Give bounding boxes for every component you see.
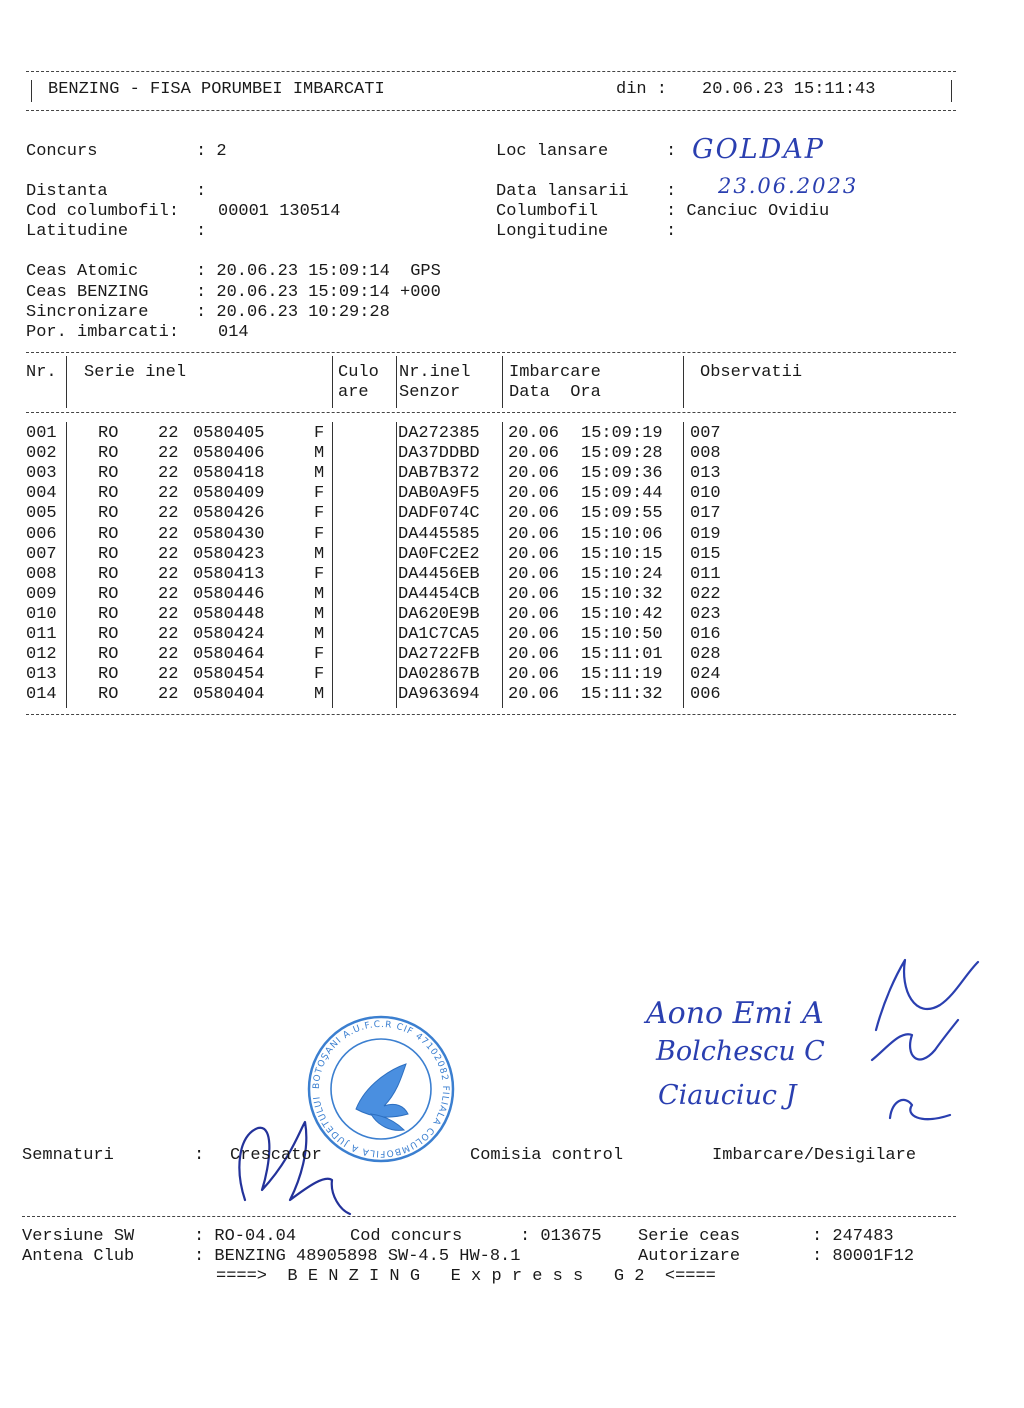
th-culoare-2: are [338, 383, 369, 402]
concurs-label: Concurs [26, 142, 98, 161]
cell-ring: 0580454 [193, 665, 265, 685]
cell-time: 15:09:36 [581, 464, 663, 484]
cell-nr: 002 [26, 444, 57, 464]
versiune-sw-value: : RO-04.04 [194, 1227, 297, 1246]
cell-obs: 011 [690, 564, 721, 584]
cell-senzor: DA02867B [398, 665, 480, 685]
cell-date: 20.06 [508, 685, 560, 705]
cell-year: 22 [158, 625, 179, 644]
autorizare-value: : 80001F12 [812, 1247, 915, 1266]
cell-country: RO [98, 604, 119, 624]
cell-country: RO [98, 685, 119, 705]
cod-columbofil-value: 00001 130514 [218, 202, 341, 221]
ceas-atomic-value: : 20.06.23 15:09:14 GPS [196, 262, 441, 281]
cell-year: 22 [158, 424, 179, 443]
cell-sex: M [314, 685, 325, 705]
distanta-value: : [196, 182, 207, 201]
cell-time: 15:11:01 [581, 645, 663, 665]
longitudine-label: Longitudine [496, 222, 609, 241]
cell-obs: 007 [690, 424, 721, 443]
cell-sex: M [314, 584, 325, 604]
cell-nr: 011 [26, 625, 57, 644]
cell-country: RO [98, 544, 119, 564]
cell-ring: 0580424 [193, 625, 265, 644]
cell-senzor: DAB0A9F5 [398, 484, 480, 504]
cell-ring: 0580418 [193, 464, 265, 484]
por-imbarcati-value: 014 [218, 323, 249, 342]
page-title: BENZING - FISA PORUMBEI IMBARCATI [48, 80, 385, 99]
cell-country: RO [98, 444, 119, 464]
th-culoare-1: Culo [338, 363, 379, 382]
cell-sex: F [314, 645, 325, 665]
loc-label: Loc lansare [496, 142, 609, 161]
cell-nr: 010 [26, 604, 57, 624]
benzing-banner: ====> B E N Z I N G E x p r e s s G 2 <==== [216, 1267, 716, 1286]
versiune-sw-label: Versiune SW [22, 1227, 135, 1246]
cell-sex: M [314, 544, 325, 564]
longitudine-value: : [666, 222, 677, 241]
columbofil-label: Columbofil [496, 202, 599, 221]
cell-date: 20.06 [508, 564, 560, 584]
sincronizare-label: Sincronizare [26, 303, 149, 322]
cell-ring: 0580430 [193, 524, 265, 544]
cell-nr: 007 [26, 544, 57, 564]
cell-country: RO [98, 424, 119, 443]
cell-time: 15:09:19 [581, 424, 663, 443]
cell-nr: 006 [26, 524, 57, 544]
cell-nr: 004 [26, 484, 57, 504]
cell-nr: 013 [26, 665, 57, 685]
cell-nr: 009 [26, 584, 57, 604]
cell-obs: 015 [690, 544, 721, 564]
cell-time: 15:10:50 [581, 625, 663, 644]
cell-nr: 001 [26, 424, 57, 443]
signature-mark-2 [872, 1020, 958, 1060]
data-lansarii-handwritten-value: 23.06.2023 [718, 174, 859, 198]
cell-sex: F [314, 564, 325, 584]
cell-senzor: DA1C7CA5 [398, 625, 480, 644]
commission-name-1: Aono Emi A [646, 996, 824, 1031]
cell-senzor: DA445585 [398, 524, 480, 544]
cell-sex: F [314, 665, 325, 685]
cell-year: 22 [158, 685, 179, 705]
cell-senzor: DA0FC2E2 [398, 544, 480, 564]
cell-date: 20.06 [508, 625, 560, 644]
cell-nr: 005 [26, 504, 57, 524]
comisia-control-label: Comisia control [470, 1146, 624, 1165]
signature-mark-3 [890, 1100, 950, 1119]
cell-year: 22 [158, 504, 179, 524]
cell-date: 20.06 [508, 604, 560, 624]
cell-obs: 006 [690, 685, 721, 705]
club-stamp [296, 1014, 466, 1164]
semnaturi-sep: : [194, 1146, 205, 1165]
cell-country: RO [98, 564, 119, 584]
cell-obs: 024 [690, 665, 721, 685]
cell-nr: 008 [26, 564, 57, 584]
cell-year: 22 [158, 444, 179, 464]
cell-year: 22 [158, 604, 179, 624]
cell-date: 20.06 [508, 504, 560, 524]
commission-name-3: Ciauciuc J [658, 1080, 797, 1111]
cell-ring: 0580409 [193, 484, 265, 504]
cell-senzor: DA2722FB [398, 645, 480, 665]
cell-time: 15:09:44 [581, 484, 663, 504]
cell-obs: 016 [690, 625, 721, 644]
cell-obs: 019 [690, 524, 721, 544]
cell-nr: 012 [26, 645, 57, 665]
cell-ring: 0580406 [193, 444, 265, 464]
cell-sex: F [314, 424, 325, 443]
cell-country: RO [98, 484, 119, 504]
cod-concurs-label: Cod concurs [350, 1227, 463, 1246]
cell-year: 22 [158, 484, 179, 504]
serie-ceas-label: Serie ceas [638, 1227, 741, 1246]
header-din-label: din : [616, 80, 668, 99]
cell-date: 20.06 [508, 444, 560, 464]
cod-concurs-value: : 013675 [520, 1227, 602, 1246]
cell-time: 15:11:19 [581, 665, 663, 685]
cell-sex: F [314, 484, 325, 504]
sincronizare-value: : 20.06.23 10:29:28 [196, 303, 390, 322]
autorizare-label: Autorizare [638, 1247, 741, 1266]
cell-ring: 0580405 [193, 424, 265, 443]
cell-year: 22 [158, 584, 179, 604]
cell-country: RO [98, 464, 119, 484]
por-imbarcati-label: Por. imbarcati: [26, 323, 180, 342]
cell-date: 20.06 [508, 424, 560, 443]
th-data-ora: Data Ora [509, 383, 601, 402]
cell-obs: 028 [690, 645, 721, 665]
cell-year: 22 [158, 645, 179, 665]
cell-date: 20.06 [508, 544, 560, 564]
cell-country: RO [98, 645, 119, 665]
cell-obs: 008 [690, 444, 721, 464]
cell-date: 20.06 [508, 645, 560, 665]
cell-senzor: DA4456EB [398, 564, 480, 584]
cell-year: 22 [158, 524, 179, 544]
th-nr-inel: Nr.inel [399, 363, 471, 382]
cell-senzor: DA963694 [398, 685, 480, 705]
th-observatii: Observatii [700, 363, 803, 382]
data-lansarii-label: Data lansarii [496, 182, 629, 201]
ceas-benzing-value: : 20.06.23 15:09:14 +000 [196, 283, 441, 302]
semnaturi-label: Semnaturi [22, 1146, 114, 1165]
cell-country: RO [98, 524, 119, 544]
cell-sex: F [314, 524, 325, 544]
cell-country: RO [98, 625, 119, 644]
cell-time: 15:10:24 [581, 564, 663, 584]
footer-rule [22, 1216, 956, 1217]
loc-handwritten-value: GOLDAP [692, 134, 825, 165]
concurs-value: : 2 [196, 142, 227, 161]
header-datetime: 20.06.23 15:11:43 [702, 80, 876, 99]
antena-club-label: Antena Club [22, 1247, 135, 1266]
cell-sex: F [314, 504, 325, 524]
latitudine-value: : [196, 222, 207, 241]
ceas-atomic-label: Ceas Atomic [26, 262, 139, 281]
cell-time: 15:10:06 [581, 524, 663, 544]
cell-sex: M [314, 604, 325, 624]
th-senzor: Senzor [399, 383, 461, 402]
cell-ring: 0580404 [193, 685, 265, 705]
cell-year: 22 [158, 544, 179, 564]
cell-senzor: DA620E9B [398, 604, 480, 624]
cell-sex: M [314, 444, 325, 464]
cell-year: 22 [158, 665, 179, 685]
imbarcare-desigilare-label: Imbarcare/Desigilare [712, 1146, 917, 1165]
cell-date: 20.06 [508, 665, 560, 685]
cell-obs: 013 [690, 464, 721, 484]
crescator-label: Crescator [230, 1146, 322, 1165]
cell-time: 15:10:15 [581, 544, 663, 564]
cell-time: 15:11:32 [581, 685, 663, 705]
cell-country: RO [98, 504, 119, 524]
cell-sex: M [314, 625, 325, 644]
signature-mark-1 [876, 960, 978, 1030]
cell-time: 15:09:28 [581, 444, 663, 464]
cell-ring: 0580448 [193, 604, 265, 624]
cell-year: 22 [158, 564, 179, 584]
cell-year: 22 [158, 464, 179, 484]
cell-obs: 023 [690, 604, 721, 624]
cell-senzor: DA37DDBD [398, 444, 480, 464]
cell-date: 20.06 [508, 524, 560, 544]
cell-country: RO [98, 665, 119, 685]
columbofil-value: : Canciuc Ovidiu [666, 202, 830, 221]
pigeon-emblem [356, 1064, 408, 1130]
cell-senzor: DADF074C [398, 504, 480, 524]
cell-country: RO [98, 584, 119, 604]
loc-sep: : [666, 142, 677, 161]
th-imbarcare: Imbarcare [509, 363, 601, 382]
stamp-ring-text: BOTOŞANI A.U.F.C.R CIF 47102082 FILIALA COLUMBOFILA A JUDETULUI [311, 1019, 451, 1159]
data-lansarii-sep: : [666, 182, 677, 201]
cod-columbofil-label: Cod columbofil: [26, 202, 180, 221]
cell-obs: 022 [690, 584, 721, 604]
cell-time: 15:10:42 [581, 604, 663, 624]
cell-time: 15:10:32 [581, 584, 663, 604]
cell-nr: 014 [26, 685, 57, 705]
cell-ring: 0580464 [193, 645, 265, 665]
cell-ring: 0580423 [193, 544, 265, 564]
cell-nr: 003 [26, 464, 57, 484]
cell-ring: 0580413 [193, 564, 265, 584]
cell-ring: 0580446 [193, 584, 265, 604]
cell-ring: 0580426 [193, 504, 265, 524]
cell-senzor: DA4454CB [398, 584, 480, 604]
cell-time: 15:09:55 [581, 504, 663, 524]
cell-obs: 017 [690, 504, 721, 524]
cell-senzor: DA272385 [398, 424, 480, 443]
cell-senzor: DAB7B372 [398, 464, 480, 484]
commission-name-2: Bolchescu C [656, 1036, 825, 1067]
th-serie-inel: Serie inel [84, 363, 187, 382]
cell-date: 20.06 [508, 484, 560, 504]
cell-obs: 010 [690, 484, 721, 504]
serie-ceas-value: : 247483 [812, 1227, 894, 1246]
cell-date: 20.06 [508, 464, 560, 484]
th-nr: Nr. [26, 363, 57, 382]
cell-sex: M [314, 464, 325, 484]
latitudine-label: Latitudine [26, 222, 129, 241]
distanta-label: Distanta [26, 182, 108, 201]
ceas-benzing-label: Ceas BENZING [26, 283, 149, 302]
cell-date: 20.06 [508, 584, 560, 604]
antena-club-value: : BENZING 48905898 SW-4.5 HW-8.1 [194, 1247, 521, 1266]
